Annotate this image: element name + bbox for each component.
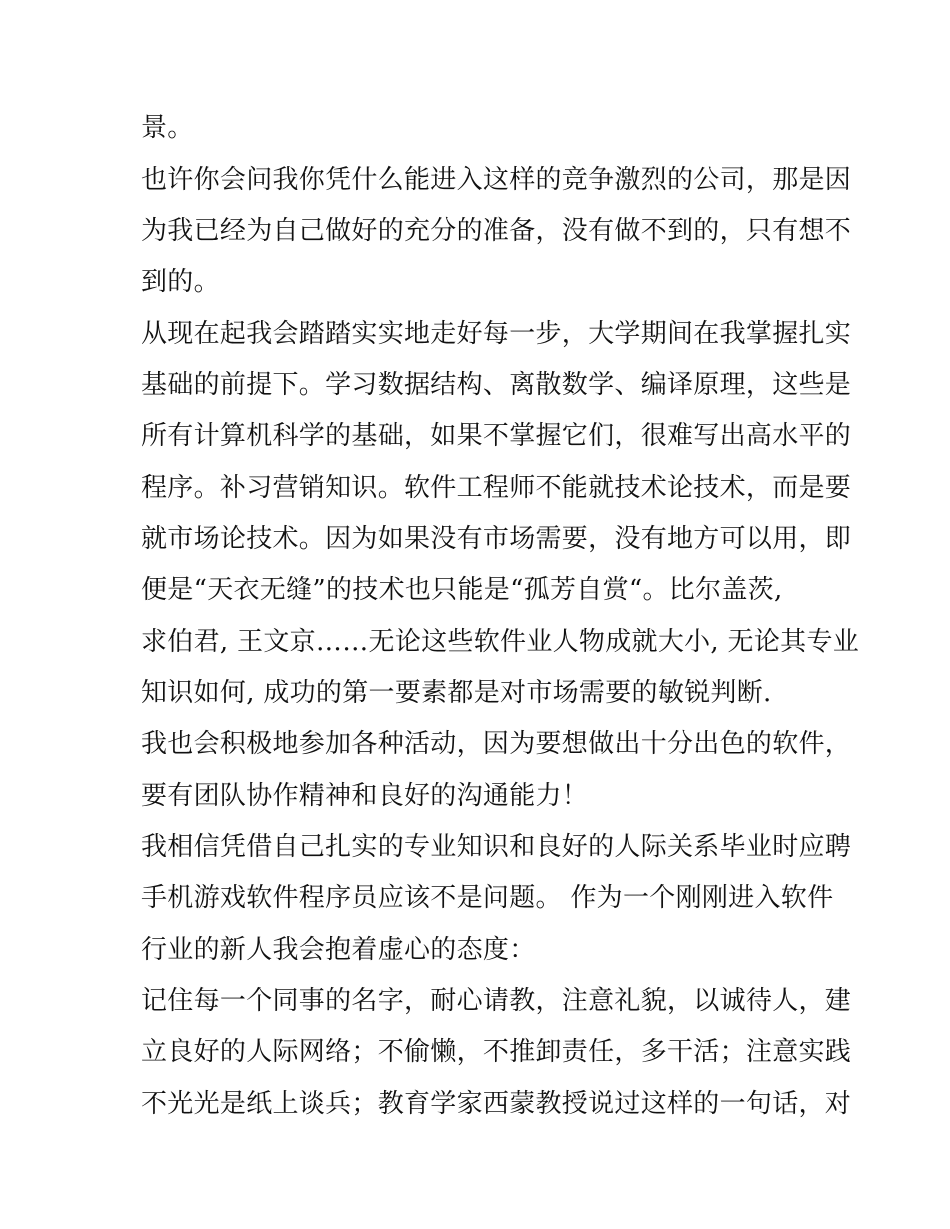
text-line: 手机游戏软件程序员应该不是问题。 作为一个刚刚进入软件	[141, 883, 834, 913]
text-line: 从现在起我会踏踏实实地走好每一步，大学期间在我掌握扎实	[141, 319, 852, 349]
text-line: 行业的新人我会抱着虚心的态度：	[141, 935, 536, 965]
text-line: 要有团队协作精神和良好的沟通能力！	[141, 781, 589, 811]
text-line: 知识如何, 成功的第一要素都是对市场需要的敏锐判断.	[141, 678, 772, 708]
text-line: 程序。补习营销知识。软件工程师不能就技术论技术，而是要	[141, 473, 852, 503]
text-line: 景。	[141, 113, 194, 143]
text-line: 求伯君, 王文京……无论这些软件业人物成就大小, 无论其专业	[141, 627, 860, 657]
text-line: 到的。	[141, 267, 220, 297]
text-line: 为我已经为自己做好的充分的准备，没有做不到的，只有想不	[141, 216, 852, 246]
text-line: 也许你会问我你凭什么能进入这样的竞争激烈的公司，那是因	[141, 165, 852, 195]
text-line: 基础的前提下。学习数据结构、离散数学、编译原理，这些是	[141, 370, 852, 400]
text-line: 不光光是纸上谈兵；教育学家西蒙教授说过这样的一句话，对	[141, 1089, 852, 1119]
text-line: 所有计算机科学的基础，如果不掌握它们，很难写出高水平的	[141, 421, 852, 451]
text-line: 我也会积极地参加各种活动，因为要想做出十分出色的软件，	[141, 729, 852, 759]
text-line: 就市场论技术。因为如果没有市场需要，没有地方可以用，即	[141, 524, 852, 554]
text-line: 我相信凭借自己扎实的专业知识和良好的人际关系毕业时应聘	[141, 832, 852, 862]
text-line: 便是“天衣无缝”的技术也只能是“孤芳自赏“。比尔盖茨,	[141, 575, 783, 605]
text-line: 记住每一个同事的名字，耐心请教，注意礼貌，以诚待人，建	[141, 986, 852, 1016]
text-line: 立良好的人际网络；不偷懒，不推卸责任，多干活；注意实践	[141, 1037, 852, 1067]
